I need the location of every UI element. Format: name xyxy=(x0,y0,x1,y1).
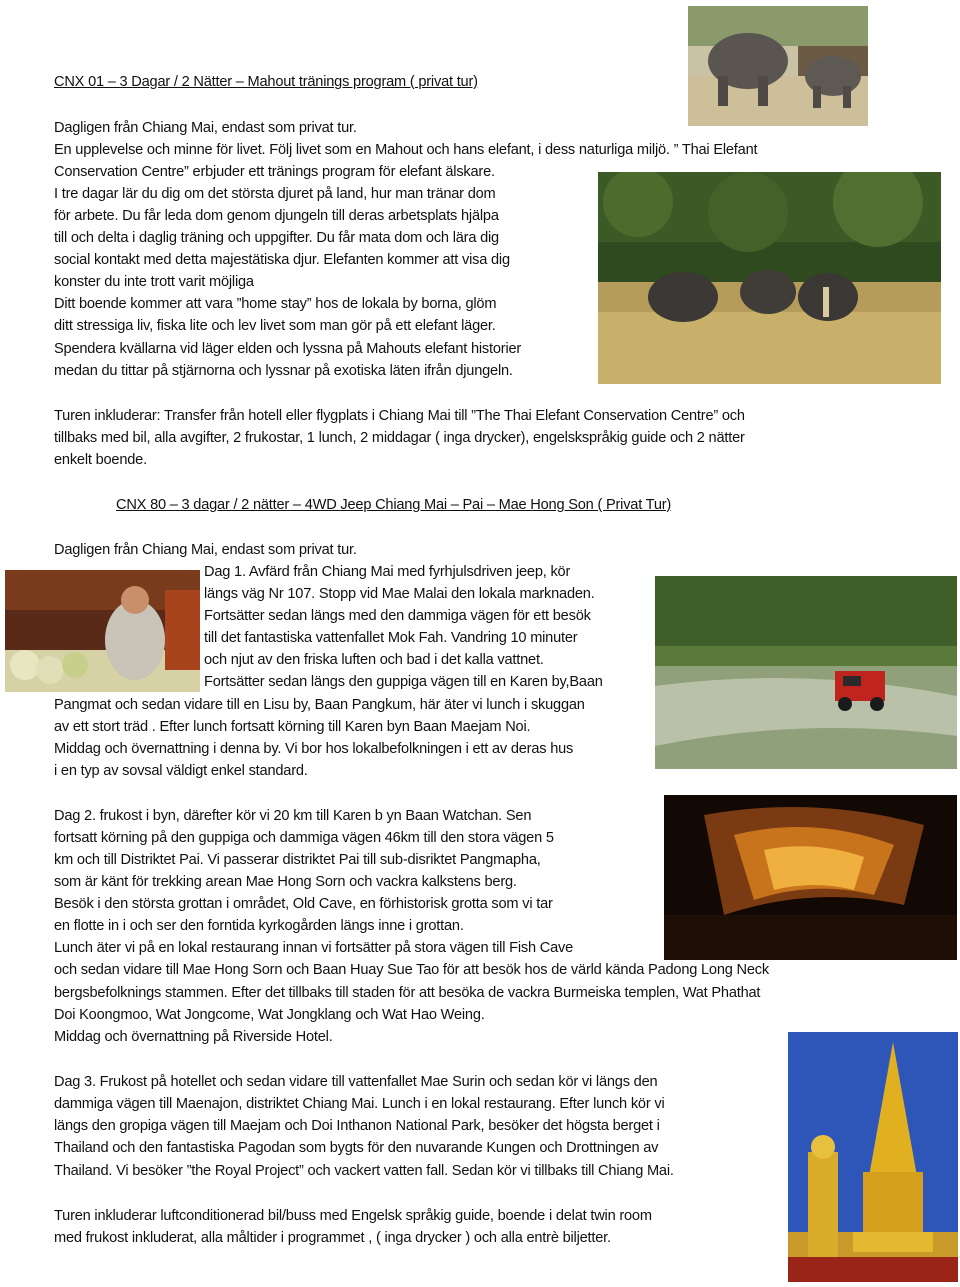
day1-line: i en typ av sovsal väldigt enkel standard. xyxy=(54,763,308,779)
day1-line: Middag och övernattning i denna by. Vi bor hos lokalbefolkningen i ett av deras hus xyxy=(54,741,574,757)
elephants-river-photo xyxy=(598,172,941,384)
section1-line: En upplevelse och minne för livet. Följ livet som en Mahout och hans elefant, i dess naturliga miljö. ” Thai Elefant xyxy=(54,142,758,158)
day1-line: till det fantastiska vattenfallet Mok Fah. Vandring 10 minuter xyxy=(204,630,578,646)
section1-line: medan du tittar på stjärnorna och lyssnar på exotiska läten ifrån djungeln. xyxy=(54,363,513,379)
section1-line: I tre dagar lär du dig om det största djuret på land, hur man tränar dom xyxy=(54,186,496,202)
section2-heading: CNX 80 – 3 dagar / 2 nätter – 4WD Jeep Chiang Mai – Pai – Mae Hong Son ( Privat Tur) xyxy=(116,497,672,513)
day3-line: Thailand. Vi besöker ”the Royal Project” och vackert vatten fall. Sedan kör vi tillbaks till Chiang Mai. xyxy=(54,1163,674,1179)
day1-line: Pangmat och sedan vidare till en Lisu by, Baan Pangkum, här äter vi lunch i skuggan xyxy=(54,697,585,713)
section1-line: Spendera kvällarna vid läger elden och lyssna på Mahouts elefant historier xyxy=(54,341,522,357)
section1-line: social kontakt med detta majestätiska djur. Elefanten kommer att visa dig xyxy=(54,252,510,268)
day2-line: en flotte in i och ser den forntida kyrkogården längs inne i grottan. xyxy=(54,918,464,934)
section1-includes-line: tillbaks med bil, alla avgifter, 2 frukostar, 1 lunch, 2 middagar ( inga drycker), engelskspråkig guide och 2 nätter xyxy=(54,430,745,446)
day1-line: av ett stort träd . Efter lunch fortsatt körning till Karen byn Baan Maejam Noi. xyxy=(54,719,531,735)
section1-line: konster du inte trott varit möjliga xyxy=(54,274,254,290)
day2-line: fortsatt körning på den guppiga och dammiga vägen 46km till den stora vägen 5 xyxy=(54,830,554,846)
section1-heading: CNX 01 – 3 Dagar / 2 Nätter – Mahout tränings program ( privat tur) xyxy=(54,74,478,90)
cave-photo xyxy=(664,795,957,960)
day2-line: Lunch äter vi på en lokal restaurang innan vi fortsätter på stora vägen till Fish Cave xyxy=(54,940,574,956)
section2-includes-line: med frukost inkluderat, alla måltider i programmet , ( inga drycker ) och alla entrè biljetter. xyxy=(54,1230,611,1246)
day2-line: Dag 2. frukost i byn, därefter kör vi 20 km till Karen b yn Baan Watchan. Sen xyxy=(54,808,532,824)
jeep-river-crossing-photo xyxy=(655,576,957,769)
section1-includes-line: enkelt boende. xyxy=(54,452,147,468)
day3-line: Dag 3. Frukost på hotellet och sedan vidare till vattenfallet Mae Surin och sedan kör vi längs den xyxy=(54,1074,658,1090)
day3-line: Thailand och den fantastiska Pagodan som bygts för den nuvarande Kungen och Drottningen av xyxy=(54,1140,659,1156)
section1-line: till och delta i daglig träning och uppgifter. Du får mata dom och lära dig xyxy=(54,230,499,246)
section2-includes-line: Turen inkluderar luftconditionerad bil/buss med Engelsk språkig guide, boende i delat twin room xyxy=(54,1208,652,1224)
day1-line: längs väg Nr 107. Stopp vid Mae Malai den lokala marknaden. xyxy=(204,586,595,602)
section1-line: Ditt boende kommer att vara ”home stay” hos de lokala by borna, glöm xyxy=(54,296,497,312)
day3-line: längs den gropiga vägen till Maejam och Doi Inthanon National Park, besöker det högsta berget i xyxy=(54,1118,660,1134)
section2-intro: Dagligen från Chiang Mai, endast som privat tur. xyxy=(54,542,357,558)
section1-line: för arbete. Du får leda dom genom djungeln till deras arbetsplats hjälpa xyxy=(54,208,499,224)
day1-line: Fortsätter sedan längs med den dammiga vägen för ett besök xyxy=(204,608,591,624)
day3-line: dammiga vägen till Maenajon, distriktet Chiang Mai. Lunch i en lokal restaurang. Efter lunch kör vi xyxy=(54,1096,665,1112)
section1-line: Dagligen från Chiang Mai, endast som privat tur. xyxy=(54,120,357,136)
day2-line: km och till Distriktet Pai. Vi passerar distriktet Pai till sub-disriktet Pangmapha, xyxy=(54,852,541,868)
day1-line: Fortsätter sedan längs den guppiga vägen till en Karen by,Baan xyxy=(204,674,603,690)
golden-pagoda-photo xyxy=(788,1032,958,1282)
section1-line: ditt stressiga liv, fiska lite och lev livet som man gör på ett elefant läger. xyxy=(54,318,496,334)
day2-line: som är känt för trekking arean Mae Hong Sorn och vackra kalkstens berg. xyxy=(54,874,517,890)
day2-line: Middag och övernattning på Riverside Hotel. xyxy=(54,1029,333,1045)
day2-line: och sedan vidare till Mae Hong Sorn och Baan Huay Sue Tao för att besök hos de värld kända Padong Long Neck xyxy=(54,962,769,978)
section1-includes-line: Turen inkluderar: Transfer från hotell eller flygplats i Chiang Mai till ”The Thai Elefant Conservation Centre” och xyxy=(54,408,745,424)
day2-line: Besök i den största grottan i området, Old Cave, en förhistorisk grotta som vi tar xyxy=(54,896,553,912)
market-photo xyxy=(5,570,200,692)
day2-line: Doi Koongmoo, Wat Jongcome, Wat Jongklang och Wat Hao Weing. xyxy=(54,1007,485,1023)
day1-line: Dag 1. Avfärd från Chiang Mai med fyrhjulsdriven jeep, kör xyxy=(204,564,571,580)
day2-line: bergsbefolknings stammen. Efter det tillbaks till staden för att besöka de vackra Burmeiska templen, Wat Phathat xyxy=(54,985,761,1001)
elephant-camp-photo xyxy=(688,6,868,126)
day1-line: och njut av den friska luften och bad i det kalla vattnet. xyxy=(204,652,544,668)
section1-line: Conservation Centre” erbjuder ett tränings program för elefant älskare. xyxy=(54,164,495,180)
